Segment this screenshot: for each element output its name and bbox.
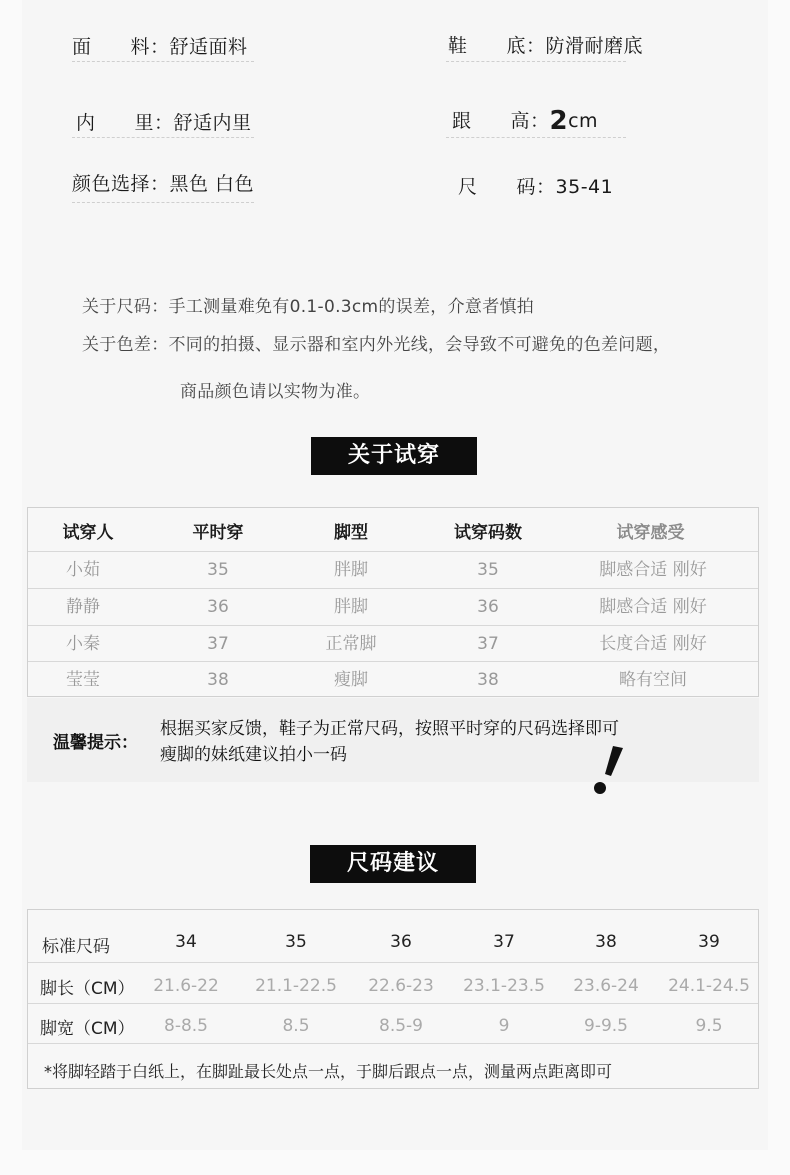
row-label-foot-length: 脚长（CM） xyxy=(40,979,135,999)
length-value: 22.6-23 xyxy=(368,976,434,996)
table-row xyxy=(28,588,758,625)
cell-tester: 莹莹 xyxy=(66,670,100,690)
size-note: 关于尺码：手工测量难免有0.1-0.3cm的误差，介意者慎拍 xyxy=(82,297,535,317)
col-header-tried-size: 试穿码数 xyxy=(454,523,522,543)
spec-heel xyxy=(452,106,598,136)
size-value: 35 xyxy=(285,932,307,952)
cell-usual-size: 35 xyxy=(207,560,229,580)
table-row xyxy=(28,551,758,588)
table-row xyxy=(28,1003,758,1043)
length-value: 23.1-23.5 xyxy=(463,976,545,996)
width-value: 9 xyxy=(498,1016,510,1036)
tip-line-2: 瘦脚的妹纸建议拍小一码 xyxy=(160,745,347,765)
cell-tried-size: 38 xyxy=(477,670,499,690)
cell-feeling: 略有空间 xyxy=(619,670,687,690)
length-value: 21.1-22.5 xyxy=(255,976,337,996)
cell-tester: 小茹 xyxy=(66,560,100,580)
col-header-foot-type: 脚型 xyxy=(334,523,368,543)
cell-usual-size: 36 xyxy=(207,597,229,617)
spec-lining-value: 舒适内里 xyxy=(173,112,252,134)
sizing-section-title: 尺码建议 xyxy=(310,845,476,883)
tryon-section-title: 关于试穿 xyxy=(311,437,477,475)
cell-foot-type: 瘦脚 xyxy=(334,670,368,690)
spec-size-value: 35-41 xyxy=(555,176,614,198)
cell-feeling: 长度合适 刚好 xyxy=(599,634,707,654)
table-row xyxy=(28,661,758,698)
cell-tester: 小秦 xyxy=(66,634,100,654)
size-value: 39 xyxy=(698,932,720,952)
cell-feeling: 脚感合适 刚好 xyxy=(599,560,707,580)
spec-fabric-value: 舒适面料 xyxy=(169,36,248,58)
measure-footnote: *将脚轻踏于白纸上，在脚趾最长处点一点，于脚后跟点一点，测量两点距离即可 xyxy=(44,1062,613,1081)
spec-heel-label: 跟 高： xyxy=(452,110,550,132)
length-value: 24.1-24.5 xyxy=(668,976,750,996)
row-label-foot-width: 脚宽（CM） xyxy=(40,1019,135,1039)
cell-foot-type: 正常脚 xyxy=(325,634,377,654)
table-header-row xyxy=(28,932,758,962)
size-value: 36 xyxy=(390,932,412,952)
cell-usual-size: 38 xyxy=(207,670,229,690)
size-value: 38 xyxy=(595,932,617,952)
table-row xyxy=(28,625,758,662)
col-header-usual-size: 平时穿 xyxy=(192,523,244,543)
spec-sole xyxy=(448,31,643,58)
spec-colors xyxy=(72,169,254,196)
length-value: 21.6-22 xyxy=(153,976,219,996)
spec-lining xyxy=(76,108,252,135)
spec-colors-label: 颜色选择： xyxy=(72,173,170,195)
col-header-feeling: 试穿感受 xyxy=(616,523,685,543)
color-note: 关于色差：不同的拍摄、显示器和室内外光线，会导致不可避免的色差问题， xyxy=(82,335,671,355)
spec-size-label: 尺 码： xyxy=(458,176,556,198)
tryon-table xyxy=(27,507,759,697)
divider xyxy=(72,137,254,138)
length-value: 23.6-24 xyxy=(573,976,639,996)
cell-usual-size: 37 xyxy=(207,634,229,654)
color-note-continued: 商品颜色请以实物为准。 xyxy=(180,382,371,402)
spec-colors-value: 黑色 白色 xyxy=(169,173,255,195)
cell-tried-size: 36 xyxy=(477,597,499,617)
cell-feeling: 脚感合适 刚好 xyxy=(599,597,707,617)
divider xyxy=(446,137,626,138)
size-value: 34 xyxy=(175,932,197,952)
row-label-standard-size: 标准尺码 xyxy=(42,937,110,957)
spec-lining-label: 内 里： xyxy=(76,112,174,134)
cell-tried-size: 37 xyxy=(477,634,499,654)
exclamation-icon xyxy=(587,738,647,798)
width-value: 8.5-9 xyxy=(379,1016,423,1036)
divider xyxy=(72,202,254,203)
size-value: 37 xyxy=(493,932,515,952)
width-value: 8-8.5 xyxy=(164,1016,208,1036)
spec-heel-unit: cm xyxy=(568,110,599,132)
cell-tester: 静静 xyxy=(66,597,100,617)
cell-foot-type: 胖脚 xyxy=(334,560,368,580)
size-table xyxy=(27,909,759,1089)
spec-fabric xyxy=(72,32,248,59)
col-header-tester: 试穿人 xyxy=(62,523,114,543)
divider xyxy=(446,61,626,62)
width-value: 9-9.5 xyxy=(584,1016,628,1036)
spec-sole-label: 鞋 底： xyxy=(448,35,546,57)
spec-sole-value: 防滑耐磨底 xyxy=(545,35,644,57)
table-header-row xyxy=(28,515,758,552)
footnote-row xyxy=(28,1043,758,1088)
cell-foot-type: 胖脚 xyxy=(334,597,368,617)
width-value: 8.5 xyxy=(282,1016,310,1036)
spec-size xyxy=(458,172,613,199)
spec-heel-number: 2 xyxy=(549,106,569,136)
table-row xyxy=(28,962,758,1003)
cell-tried-size: 35 xyxy=(477,560,499,580)
tip-label: 温馨提示： xyxy=(53,733,138,753)
width-value: 9.5 xyxy=(695,1016,723,1036)
tip-box xyxy=(27,698,759,782)
divider xyxy=(72,61,254,62)
tip-line-1: 根据买家反馈，鞋子为正常尺码，按照平时穿的尺码选择即可 xyxy=(160,719,619,739)
spec-fabric-label: 面 料： xyxy=(72,36,170,58)
